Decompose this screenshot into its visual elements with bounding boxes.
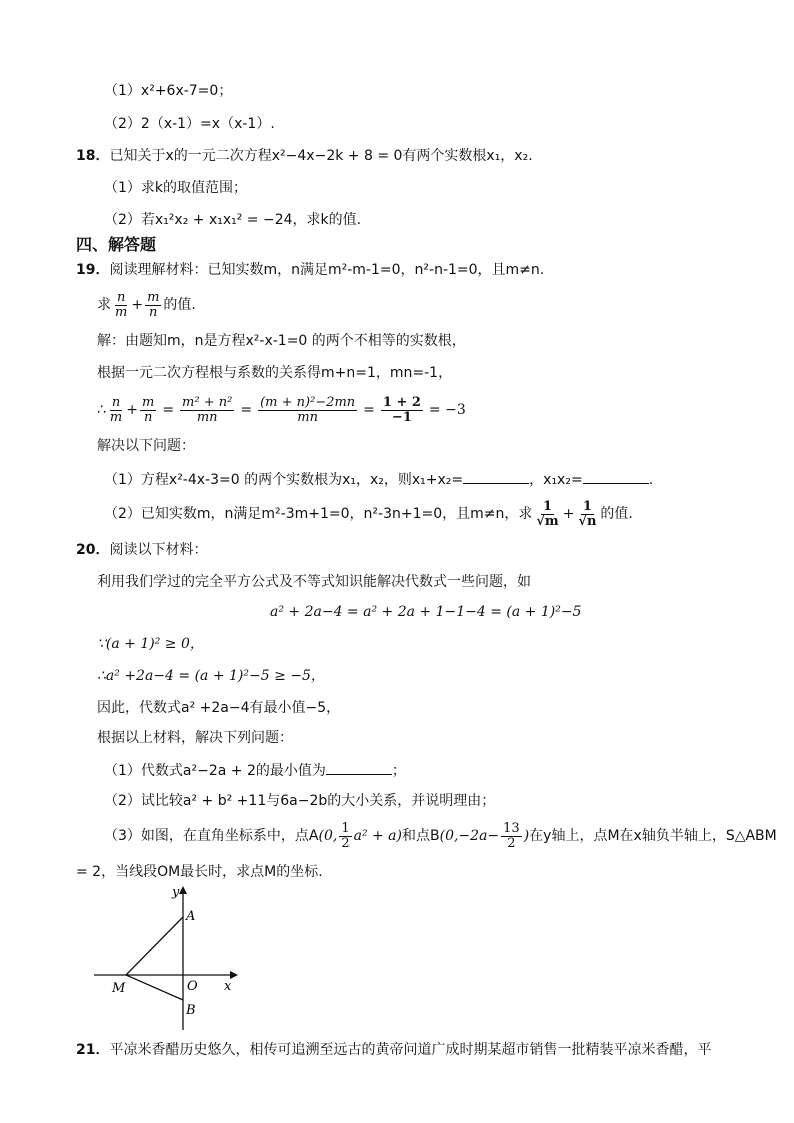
- part-text: （1）方程x²-4x-3=0 的两个实数根为x₁，x₂，则x₁+x₂=: [104, 472, 464, 488]
- label-o: O: [187, 979, 198, 994]
- y-axis-arrow: [179, 886, 187, 894]
- plus-sign: +: [126, 402, 138, 418]
- point-a-coord-start: (0,: [318, 828, 338, 844]
- denominator: m: [109, 409, 123, 425]
- numerator: m² + n²: [182, 394, 233, 410]
- fraction-m-over-n: [140, 396, 156, 425]
- fraction-sum-squares: [180, 396, 234, 425]
- question-number: 20．: [76, 542, 110, 558]
- q20-hence: 因此，代数式a² +2a−4有最小值−5，: [97, 700, 341, 716]
- denominator: 2: [507, 835, 516, 851]
- q18-part-1: （1）求k的取值范围；: [104, 180, 248, 196]
- q19-ask: [97, 290, 196, 320]
- equals-sign: =: [162, 402, 175, 418]
- denominator: mn: [297, 409, 318, 425]
- q18-part-2: （2）若x₁²x₂ + x₁x₁² = −24，求k的值.: [104, 212, 362, 228]
- question-18: [76, 146, 533, 166]
- answer-blank[interactable]: [583, 469, 649, 484]
- question-text: 阅读理解材料：已知实数m，n满足m²-m-1=0，n²-n-1=0，且m≠n.: [109, 262, 545, 278]
- fraction-thirteen-halves: [501, 822, 522, 851]
- denominator: n: [143, 409, 153, 425]
- fraction-half: [339, 822, 351, 851]
- numerator: 1: [582, 498, 592, 514]
- fraction-one-over-sqrt-n: [576, 500, 598, 529]
- q19-solve-header: 解决以下问题：: [97, 438, 195, 454]
- q19-solution-2: 根据一元二次方程根与系数的关系得m+n=1，mn=-1，: [97, 365, 453, 381]
- question-number: 19．: [76, 262, 110, 278]
- ask-prefix: 求: [97, 297, 111, 313]
- q19-solution-3: [97, 393, 466, 427]
- part-text: 在y轴上，点M在x轴负半轴上，S△ABM: [529, 828, 777, 844]
- part-text: （1）代数式a²−2a + 2的最小值为: [104, 763, 326, 779]
- q19-solution-1: 解：由题知m，n是方程x²-x-1=0 的两个不相等的实数根，: [97, 333, 466, 349]
- numerator: m: [141, 394, 155, 410]
- part-text: 的值.: [600, 506, 633, 522]
- q20-therefore: ∴a² +2a−4 = (a + 1)²−5 ≥ −5，: [97, 668, 325, 684]
- plus-sign: +: [131, 297, 144, 313]
- q19-part-1: [104, 469, 653, 490]
- question-text: 平凉米香醋历史悠久，相传可追溯至远古的黄帝问道广成时期某超市销售一批精装平凉米香醋，平: [109, 1042, 712, 1058]
- question-number: 18．: [76, 148, 110, 164]
- q20-solve-header: 根据以上材料，解决下列问题：: [97, 730, 293, 746]
- point-a-coord-end: a² + a): [353, 828, 402, 844]
- q19-part-2: [104, 497, 633, 531]
- numerator: 1: [543, 498, 553, 514]
- denominator: 2: [341, 835, 350, 851]
- point-b-coord-end: ): [523, 828, 530, 844]
- numerator: m: [147, 289, 160, 305]
- fraction-numeric: [381, 396, 423, 425]
- eq-item-1: （1）x²+6x-7=0；: [104, 83, 233, 99]
- numerator: n: [116, 289, 126, 305]
- denominator: m: [115, 304, 128, 320]
- x-axis-arrow: [230, 971, 238, 979]
- point-b-coord-start: (0,−2a−: [439, 828, 500, 844]
- q20-part-1: [104, 760, 406, 781]
- label-y: y: [172, 885, 180, 900]
- label-m: M: [112, 981, 126, 996]
- part-text: ，x₁x₂=: [529, 472, 583, 488]
- part-text: 和点B: [402, 828, 440, 844]
- part-text: ；: [391, 763, 406, 779]
- fraction-one-over-sqrt-m: [534, 500, 560, 529]
- denominator: −1: [391, 409, 412, 425]
- plus-sign: +: [562, 506, 575, 522]
- q20-centered-equation: a² + 2a−4 = a² + 2a + 1−1−4 = (a + 1)²−5: [270, 604, 582, 620]
- fraction-n-over-m: [108, 396, 124, 425]
- numerator: (m + n)²−2mn: [260, 394, 356, 410]
- question-20: [76, 540, 207, 560]
- ask-suffix: 的值.: [163, 297, 196, 313]
- q20-part-3: [104, 817, 777, 855]
- equals-sign: =: [240, 402, 253, 418]
- question-text: 已知关于x的一元二次方程x²−4x−2k + 8 = 0有两个实数根x₁，x₂.: [109, 148, 533, 164]
- numerator: n: [111, 394, 121, 410]
- equals-sign: =: [363, 402, 375, 418]
- part-text: （2）已知实数m，n满足m²-3m+1=0，n²-3n+1=0，且m≠n，求: [104, 506, 533, 522]
- q20-intro: 利用我们学过的完全平方公式及不等式知识能解决代数式一些问题，如: [97, 574, 531, 590]
- denominator: √m: [536, 513, 559, 529]
- section-heading: 四、解答题: [76, 235, 157, 254]
- denominator: mn: [196, 409, 218, 425]
- eq-item-2: （2）2（x-1）=x（x-1）.: [104, 116, 275, 132]
- question-number: 21．: [76, 1042, 110, 1058]
- part-text: （3）如图，在直角坐标系中，点A: [104, 828, 319, 844]
- fraction-expanded: [258, 396, 357, 425]
- q20-part-2: （2）试比较a² + b² +11与6a−2b的大小关系，并说明理由；: [104, 793, 496, 809]
- numerator: 1 + 2: [382, 394, 421, 410]
- answer-blank[interactable]: [463, 469, 529, 484]
- result: = −3: [428, 402, 466, 418]
- question-text: 阅读以下材料：: [109, 542, 208, 558]
- denominator: √n: [578, 513, 597, 529]
- therefore-symbol: ∴: [97, 402, 106, 418]
- numerator: 1: [341, 820, 350, 836]
- numerator: 13: [503, 820, 520, 836]
- q20-because: ∵(a + 1)² ≥ 0，: [97, 636, 204, 652]
- denominator: n: [149, 304, 158, 320]
- label-b: B: [186, 1003, 196, 1018]
- fraction-n-over-m: [113, 291, 129, 320]
- coordinate-figure: [88, 882, 248, 1032]
- q20-part-3-cont: = 2，当线段OM最长时，求点M的坐标.: [76, 864, 323, 880]
- part-text: .: [648, 472, 654, 488]
- segment-am: [126, 917, 183, 975]
- fraction-m-over-n: [145, 291, 161, 320]
- label-x: x: [224, 979, 232, 994]
- question-19: [76, 260, 544, 280]
- label-a: A: [186, 909, 196, 924]
- answer-blank[interactable]: [326, 760, 392, 775]
- segment-mb: [126, 975, 183, 1000]
- question-21: [76, 1040, 711, 1060]
